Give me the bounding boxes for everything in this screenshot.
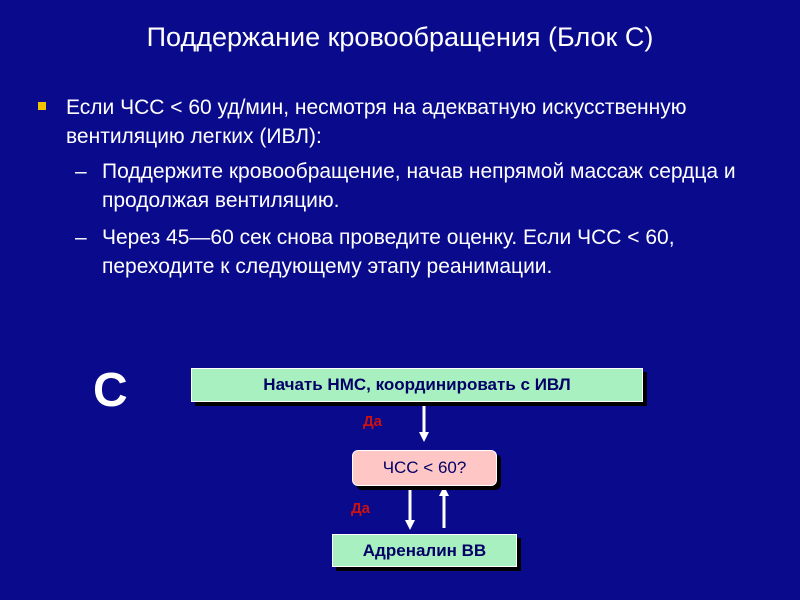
- dash-icon: –: [75, 160, 87, 183]
- sub-bullet-2-text: Через 45—60 сек снова проведите оценку. Если ЧСС < 60, переходите к следующему этапу реанимации.: [102, 226, 675, 278]
- start-compressions-box: Начать НМС, координировать с ИВЛ: [191, 368, 643, 402]
- sub-bullet-1-text: Поддержите кровообращение, начав непрямой массаж сердца и продолжая вентиляцию.: [102, 160, 736, 212]
- yes-label-bottom: Да: [351, 500, 371, 517]
- block-letter: С: [93, 364, 128, 417]
- yes-label-top: Да: [363, 413, 383, 430]
- dash-icon: –: [75, 226, 87, 249]
- slide-title: Поддержание кровообращения (Блок С): [146, 22, 654, 52]
- adrenaline-box: Адреналин ВВ: [332, 534, 517, 567]
- main-bullet-text: Если ЧСС < 60 уд/мин, несмотря на адекватную искусственную вентиляцию легких (ИВЛ):: [66, 96, 687, 148]
- heart-rate-check-box: ЧСС < 60?: [352, 450, 497, 486]
